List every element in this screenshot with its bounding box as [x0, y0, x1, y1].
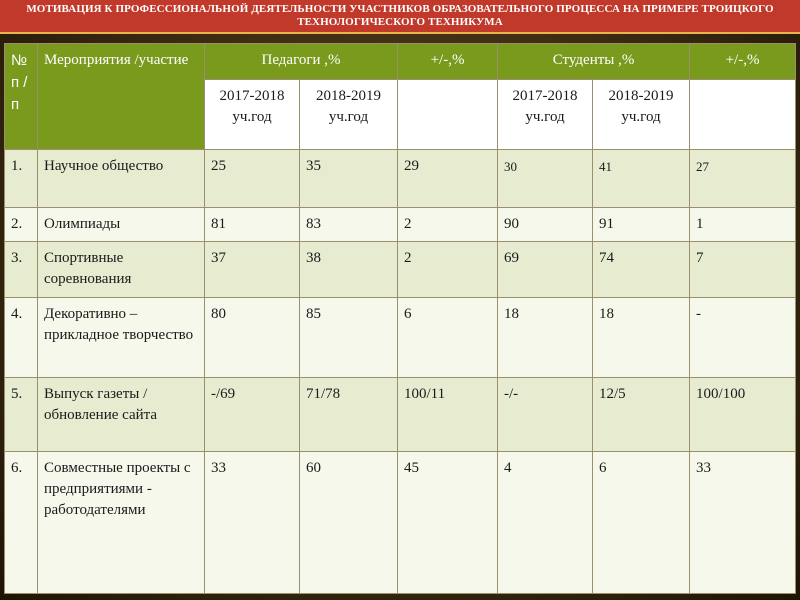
header-year1-students: 2017-2018 уч.год: [498, 80, 593, 150]
cell-teachers-diff: 100/11: [398, 378, 498, 452]
row-event: Олимпиады: [38, 208, 205, 242]
cell-students-y2: 18: [593, 298, 690, 378]
cell-teachers-diff: 29: [398, 150, 498, 208]
cell-students-y1: 18: [498, 298, 593, 378]
header-teachers: Педагоги ,%: [205, 44, 398, 80]
cell-teachers-y2: 85: [300, 298, 398, 378]
row-event: Совместные проекты с предприятиями - работодателями: [38, 452, 205, 594]
row-num: 3.: [5, 242, 38, 298]
cell-teachers-y1: 33: [205, 452, 300, 594]
row-event: Выпуск газеты / обновление сайта: [38, 378, 205, 452]
cell-teachers-diff: 2: [398, 208, 498, 242]
row-event: Декоративно – прикладное творчество: [38, 298, 205, 378]
row-num: 1.: [5, 150, 38, 208]
header-year1-teachers: 2017-2018 уч.год: [205, 80, 300, 150]
header-teachers-diff: +/-,%: [398, 44, 498, 80]
table-row: [5, 208, 796, 242]
cell-students-y1: 30: [498, 150, 593, 208]
data-table: [4, 43, 796, 594]
cell-teachers-y1: 37: [205, 242, 300, 298]
cell-teachers-y2: 35: [300, 150, 398, 208]
row-event: Научное общество: [38, 150, 205, 208]
cell-students-y1: 69: [498, 242, 593, 298]
title-bar: [0, 0, 800, 34]
header-num: № п / п: [5, 44, 38, 150]
cell-students-y2: 6: [593, 452, 690, 594]
cell-students-diff: 1: [690, 208, 796, 242]
table-row: [5, 378, 796, 452]
cell-students-y1: 4: [498, 452, 593, 594]
cell-students-y2: 41: [593, 150, 690, 208]
cell-students-diff: -: [690, 298, 796, 378]
cell-students-diff: 100/100: [690, 378, 796, 452]
header-event: Мероприятия /участие: [38, 44, 205, 150]
cell-teachers-diff: 45: [398, 452, 498, 594]
cell-students-y1: 90: [498, 208, 593, 242]
header-students-diff-empty: [690, 80, 796, 150]
row-num: 5.: [5, 378, 38, 452]
cell-students-diff: 33: [690, 452, 796, 594]
cell-teachers-y2: 71/78: [300, 378, 398, 452]
cell-teachers-y2: 38: [300, 242, 398, 298]
cell-students-y1: -/-: [498, 378, 593, 452]
row-num: 2.: [5, 208, 38, 242]
cell-teachers-diff: 2: [398, 242, 498, 298]
cell-teachers-y2: 83: [300, 208, 398, 242]
cell-students-y2: 12/5: [593, 378, 690, 452]
header-students: Студенты ,%: [498, 44, 690, 80]
table-container: [4, 43, 795, 594]
cell-teachers-y2: 60: [300, 452, 398, 594]
table-row: [5, 150, 796, 208]
cell-students-diff: 7: [690, 242, 796, 298]
row-event: Спортивные соревнования: [38, 242, 205, 298]
cell-teachers-y1: 80: [205, 298, 300, 378]
cell-teachers-y1: 25: [205, 150, 300, 208]
header-year2-students: 2018-2019 уч.год: [593, 80, 690, 150]
cell-teachers-y1: -/69: [205, 378, 300, 452]
table-row: [5, 242, 796, 298]
header-row-1: [5, 44, 796, 80]
cell-teachers-y1: 81: [205, 208, 300, 242]
header-students-diff: +/-,%: [690, 44, 796, 80]
cell-students-diff: 27: [690, 150, 796, 208]
header-teachers-diff-empty: [398, 80, 498, 150]
cell-students-y2: 91: [593, 208, 690, 242]
slide-title: МОТИВАЦИЯ К ПРОФЕССИОНАЛЬНОЙ ДЕЯТЕЛЬНОСТИ УЧАСТНИКОВ ОБРАЗОВАТЕЛЬНОГО ПРОЦЕССА НА ПРИМЕРЕ ТРОИЦКОГО ТЕХНОЛОГИЧЕСКОГО ТЕХНИКУМА: [26, 3, 774, 28]
row-num: 6.: [5, 452, 38, 594]
table-row: [5, 298, 796, 378]
header-year2-teachers: 2018-2019 уч.год: [300, 80, 398, 150]
cell-teachers-diff: 6: [398, 298, 498, 378]
table-row: [5, 452, 796, 594]
row-num: 4.: [5, 298, 38, 378]
cell-students-y2: 74: [593, 242, 690, 298]
